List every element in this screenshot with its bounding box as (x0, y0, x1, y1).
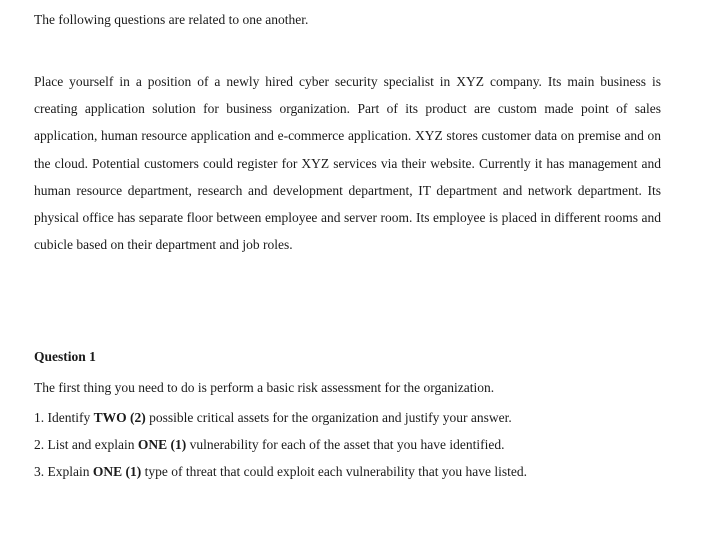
question-item-text-pre: Identify (47, 410, 91, 425)
question-item (34, 431, 527, 458)
intro-text: The following questions are related to one another. (34, 12, 309, 27)
question-list (34, 404, 527, 485)
question-item-text-post: vulnerability for each of the asset that you have identified. (189, 437, 505, 452)
question-item-emphasis: TWO (2) (93, 410, 146, 425)
question-item-emphasis: ONE (1) (92, 464, 142, 479)
question-item-emphasis: ONE (1) (137, 437, 187, 452)
question-item-number: 2. (34, 437, 45, 452)
question-title: Question 1 (34, 349, 96, 364)
question-item (34, 458, 527, 485)
question-item-text-post: possible critical assets for the organization and justify your answer. (149, 410, 512, 425)
question-item-text-post: type of threat that could exploit each vulnerability that you have listed. (144, 464, 528, 479)
question-item-text-pre: List and explain (47, 437, 135, 452)
question-item-number: 3. (34, 464, 45, 479)
question-item-text-pre: Explain (47, 464, 90, 479)
question-item-number: 1. (34, 410, 45, 425)
scenario-paragraph: Place yourself in a position of a newly hired cyber security specialist in XYZ company. Its main business is creating application solution for business organization. Part of its product are custom made point of sales application, human resource application and e-commerce application. XYZ stores customer data on premise and on the cloud. Potential customers could register for XYZ services via their website. Currently it has management and human resource department, research and development department, IT department and network department. Its physical office has separate floor between employee and server room. Its employee is placed in different rooms and cubicle based on their department and job roles. (34, 74, 661, 253)
question-item (34, 404, 527, 431)
question-intro: The first thing you need to do is perform a basic risk assessment for the organization. (34, 380, 495, 395)
